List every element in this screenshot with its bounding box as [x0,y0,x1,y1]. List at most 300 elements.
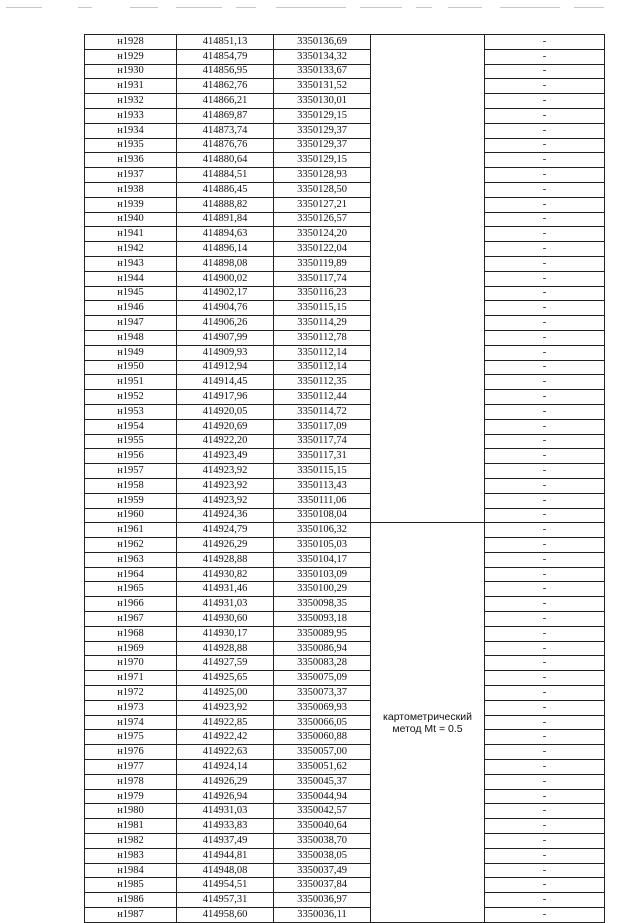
point-id-cell: н1980 [85,804,177,819]
y-coordinate-cell: 3350128,93 [274,168,371,183]
accuracy-cell: - [485,700,605,715]
table-row [85,834,605,849]
x-coordinate-cell: 414854,79 [177,49,274,64]
y-coordinate-cell: 3350040,64 [274,819,371,834]
y-coordinate-cell: 3350129,37 [274,123,371,138]
accuracy-cell: - [485,330,605,345]
x-coordinate-cell: 414876,76 [177,138,274,153]
x-coordinate-cell: 414926,94 [177,789,274,804]
table-row [85,449,605,464]
table-row [85,168,605,183]
x-coordinate-cell: 414930,17 [177,626,274,641]
y-coordinate-cell: 3350114,29 [274,316,371,331]
point-id-cell: н1954 [85,419,177,434]
y-coordinate-cell: 3350122,04 [274,242,371,257]
x-coordinate-cell: 414954,51 [177,878,274,893]
y-coordinate-cell: 3350117,74 [274,434,371,449]
x-coordinate-cell: 414948,08 [177,863,274,878]
accuracy-cell: - [485,256,605,271]
point-id-cell: н1971 [85,671,177,686]
table-row [85,419,605,434]
point-id-cell: н1940 [85,212,177,227]
x-coordinate-cell: 414928,88 [177,641,274,656]
point-id-cell: н1978 [85,774,177,789]
y-coordinate-cell: 3350045,37 [274,774,371,789]
table-row [85,35,605,50]
y-coordinate-cell: 3350044,94 [274,789,371,804]
y-coordinate-cell: 3350116,23 [274,286,371,301]
x-coordinate-cell: 414930,60 [177,612,274,627]
point-id-cell: н1959 [85,493,177,508]
point-id-cell: н1937 [85,168,177,183]
point-id-cell: н1958 [85,478,177,493]
y-coordinate-cell: 3350069,93 [274,700,371,715]
table-row [85,893,605,908]
accuracy-cell: - [485,493,605,508]
y-coordinate-cell: 3350124,20 [274,227,371,242]
table-row [85,345,605,360]
table-row [85,523,605,538]
point-id-cell: н1979 [85,789,177,804]
point-id-cell: н1987 [85,908,177,923]
point-id-cell: н1942 [85,242,177,257]
accuracy-cell: - [485,286,605,301]
accuracy-cell: - [485,182,605,197]
y-coordinate-cell: 3350036,97 [274,893,371,908]
accuracy-cell: - [485,49,605,64]
table-row [85,79,605,94]
x-coordinate-cell: 414917,96 [177,390,274,405]
y-coordinate-cell: 3350037,84 [274,878,371,893]
accuracy-cell: - [485,656,605,671]
accuracy-cell: - [485,212,605,227]
y-coordinate-cell: 3350128,50 [274,182,371,197]
y-coordinate-cell: 3350037,49 [274,863,371,878]
y-coordinate-cell: 3350131,52 [274,79,371,94]
accuracy-cell: - [485,271,605,286]
y-coordinate-cell: 3350136,69 [274,35,371,50]
x-coordinate-cell: 414896,14 [177,242,274,257]
x-coordinate-cell: 414891,84 [177,212,274,227]
x-coordinate-cell: 414923,92 [177,493,274,508]
x-coordinate-cell: 414933,83 [177,819,274,834]
point-id-cell: н1963 [85,552,177,567]
point-id-cell: н1968 [85,626,177,641]
method-label-line2: метод Mt = 0.5 [392,722,463,735]
point-id-cell: н1935 [85,138,177,153]
y-coordinate-cell: 3350112,44 [274,390,371,405]
table-row [85,478,605,493]
table-row [85,330,605,345]
y-coordinate-cell: 3350066,05 [274,715,371,730]
accuracy-cell: - [485,123,605,138]
table-row [85,301,605,316]
y-coordinate-cell: 3350112,14 [274,360,371,375]
y-coordinate-cell: 3350130,01 [274,94,371,109]
point-id-cell: н1946 [85,301,177,316]
point-id-cell: н1949 [85,345,177,360]
accuracy-cell: - [485,641,605,656]
table-row [85,123,605,138]
point-id-cell: н1960 [85,508,177,523]
accuracy-cell: - [485,301,605,316]
point-id-cell: н1967 [85,612,177,627]
y-coordinate-cell: 3350115,15 [274,301,371,316]
accuracy-cell: - [485,434,605,449]
x-coordinate-cell: 414927,59 [177,656,274,671]
table-row [85,404,605,419]
table-row [85,730,605,745]
y-coordinate-cell: 3350117,74 [274,271,371,286]
table-row [85,212,605,227]
accuracy-cell: - [485,538,605,553]
accuracy-cell: - [485,582,605,597]
x-coordinate-cell: 414926,29 [177,538,274,553]
table-row [85,686,605,701]
x-coordinate-cell: 414884,51 [177,168,274,183]
y-coordinate-cell: 3350075,09 [274,671,371,686]
y-coordinate-cell: 3350114,72 [274,404,371,419]
y-coordinate-cell: 3350098,35 [274,597,371,612]
x-coordinate-cell: 414900,02 [177,271,274,286]
point-id-cell: н1953 [85,404,177,419]
point-id-cell: н1983 [85,848,177,863]
table-row [85,715,605,730]
y-coordinate-cell: 3350129,15 [274,153,371,168]
accuracy-cell: - [485,64,605,79]
accuracy-cell: - [485,404,605,419]
y-coordinate-cell: 3350038,05 [274,848,371,863]
accuracy-cell: - [485,478,605,493]
accuracy-cell: - [485,863,605,878]
point-id-cell: н1938 [85,182,177,197]
accuracy-cell: - [485,686,605,701]
table-row [85,612,605,627]
point-id-cell: н1928 [85,35,177,50]
x-coordinate-cell: 414922,85 [177,715,274,730]
point-id-cell: н1951 [85,375,177,390]
accuracy-cell: - [485,612,605,627]
table-row [85,64,605,79]
accuracy-cell: - [485,35,605,50]
table-row [85,567,605,582]
y-coordinate-cell: 3350051,62 [274,760,371,775]
x-coordinate-cell: 414907,99 [177,330,274,345]
accuracy-cell: - [485,449,605,464]
table-row [85,700,605,715]
x-coordinate-cell: 414920,05 [177,404,274,419]
y-coordinate-cell: 3350106,32 [274,523,371,538]
accuracy-cell: - [485,508,605,523]
y-coordinate-cell: 3350060,88 [274,730,371,745]
table-row [85,774,605,789]
y-coordinate-cell: 3350042,57 [274,804,371,819]
y-coordinate-cell: 3350133,67 [274,64,371,79]
x-coordinate-cell: 414922,63 [177,745,274,760]
accuracy-cell: - [485,138,605,153]
point-id-cell: н1947 [85,316,177,331]
table-row [85,597,605,612]
x-coordinate-cell: 414914,45 [177,375,274,390]
point-id-cell: н1981 [85,819,177,834]
table-row [85,508,605,523]
x-coordinate-cell: 414925,65 [177,671,274,686]
x-coordinate-cell: 414924,79 [177,523,274,538]
point-id-cell: н1936 [85,153,177,168]
accuracy-cell: - [485,79,605,94]
accuracy-cell: - [485,316,605,331]
x-coordinate-cell: 414920,69 [177,419,274,434]
table-row [85,745,605,760]
y-coordinate-cell: 3350038,70 [274,834,371,849]
point-id-cell: н1973 [85,700,177,715]
y-coordinate-cell: 3350129,15 [274,108,371,123]
point-id-cell: н1962 [85,538,177,553]
x-coordinate-cell: 414925,00 [177,686,274,701]
x-coordinate-cell: 414894,63 [177,227,274,242]
method-cell-empty [371,35,485,523]
y-coordinate-cell: 3350112,14 [274,345,371,360]
x-coordinate-cell: 414923,92 [177,700,274,715]
accuracy-cell: - [485,227,605,242]
accuracy-cell: - [485,819,605,834]
x-coordinate-cell: 414944,81 [177,848,274,863]
x-coordinate-cell: 414880,64 [177,153,274,168]
x-coordinate-cell: 414866,21 [177,94,274,109]
point-id-cell: н1945 [85,286,177,301]
y-coordinate-cell: 3350105,03 [274,538,371,553]
accuracy-cell: - [485,597,605,612]
x-coordinate-cell: 414931,46 [177,582,274,597]
accuracy-cell: - [485,878,605,893]
table-row [85,641,605,656]
x-coordinate-cell: 414851,13 [177,35,274,50]
scan-artifact-line [0,4,640,12]
accuracy-cell: - [485,789,605,804]
y-coordinate-cell: 3350117,31 [274,449,371,464]
table-row [85,182,605,197]
point-id-cell: н1974 [85,715,177,730]
y-coordinate-cell: 3350036,11 [274,908,371,923]
x-coordinate-cell: 414922,42 [177,730,274,745]
point-id-cell: н1982 [85,834,177,849]
accuracy-cell: - [485,715,605,730]
table-row [85,552,605,567]
accuracy-cell: - [485,804,605,819]
table-row [85,138,605,153]
accuracy-cell: - [485,760,605,775]
point-id-cell: н1948 [85,330,177,345]
x-coordinate-cell: 414937,49 [177,834,274,849]
accuracy-cell: - [485,375,605,390]
point-id-cell: н1950 [85,360,177,375]
table-row [85,227,605,242]
accuracy-cell: - [485,908,605,923]
point-id-cell: н1977 [85,760,177,775]
accuracy-cell: - [485,893,605,908]
accuracy-cell: - [485,774,605,789]
y-coordinate-cell: 3350126,57 [274,212,371,227]
y-coordinate-cell: 3350104,17 [274,552,371,567]
coordinates-table-body [85,35,605,923]
accuracy-cell: - [485,108,605,123]
table-row [85,789,605,804]
x-coordinate-cell: 414898,08 [177,256,274,271]
table-row [85,242,605,257]
y-coordinate-cell: 3350112,78 [274,330,371,345]
y-coordinate-cell: 3350073,37 [274,686,371,701]
table-row [85,804,605,819]
accuracy-cell: - [485,567,605,582]
y-coordinate-cell: 3350103,09 [274,567,371,582]
x-coordinate-cell: 414912,94 [177,360,274,375]
x-coordinate-cell: 414906,26 [177,316,274,331]
table-row [85,863,605,878]
table-row [85,626,605,641]
x-coordinate-cell: 414862,76 [177,79,274,94]
table-row [85,848,605,863]
x-coordinate-cell: 414923,92 [177,464,274,479]
table-row [85,197,605,212]
point-id-cell: н1975 [85,730,177,745]
point-id-cell: н1955 [85,434,177,449]
y-coordinate-cell: 3350111,06 [274,493,371,508]
accuracy-cell: - [485,834,605,849]
x-coordinate-cell: 414924,14 [177,760,274,775]
point-id-cell: н1964 [85,567,177,582]
accuracy-cell: - [485,626,605,641]
accuracy-cell: - [485,242,605,257]
table-row [85,316,605,331]
x-coordinate-cell: 414926,29 [177,774,274,789]
accuracy-cell: - [485,153,605,168]
accuracy-cell: - [485,419,605,434]
method-label-line1: картометрический [383,710,472,723]
x-coordinate-cell: 414904,76 [177,301,274,316]
x-coordinate-cell: 414928,88 [177,552,274,567]
table-row [85,908,605,923]
x-coordinate-cell: 414856,95 [177,64,274,79]
y-coordinate-cell: 3350117,09 [274,419,371,434]
y-coordinate-cell: 3350119,89 [274,256,371,271]
y-coordinate-cell: 3350134,32 [274,49,371,64]
table-row [85,493,605,508]
table-row [85,390,605,405]
y-coordinate-cell: 3350108,04 [274,508,371,523]
coordinates-table [84,34,605,923]
y-coordinate-cell: 3350115,15 [274,464,371,479]
y-coordinate-cell: 3350127,21 [274,197,371,212]
point-id-cell: н1969 [85,641,177,656]
accuracy-cell: - [485,94,605,109]
y-coordinate-cell: 3350113,43 [274,478,371,493]
x-coordinate-cell: 414923,92 [177,478,274,493]
point-id-cell: н1966 [85,597,177,612]
x-coordinate-cell: 414869,87 [177,108,274,123]
accuracy-cell: - [485,360,605,375]
accuracy-cell: - [485,552,605,567]
x-coordinate-cell: 414902,17 [177,286,274,301]
accuracy-cell: - [485,848,605,863]
x-coordinate-cell: 414930,82 [177,567,274,582]
x-coordinate-cell: 414923,49 [177,449,274,464]
point-id-cell: н1941 [85,227,177,242]
point-id-cell: н1929 [85,49,177,64]
point-id-cell: н1961 [85,523,177,538]
point-id-cell: н1944 [85,271,177,286]
x-coordinate-cell: 414888,82 [177,197,274,212]
point-id-cell: н1984 [85,863,177,878]
table-row [85,360,605,375]
table-row [85,671,605,686]
accuracy-cell: - [485,464,605,479]
table-row [85,108,605,123]
accuracy-cell: - [485,671,605,686]
point-id-cell: н1986 [85,893,177,908]
y-coordinate-cell: 3350129,37 [274,138,371,153]
x-coordinate-cell: 414909,93 [177,345,274,360]
accuracy-cell: - [485,390,605,405]
table-row [85,286,605,301]
point-id-cell: н1939 [85,197,177,212]
y-coordinate-cell: 3350089,95 [274,626,371,641]
point-id-cell: н1970 [85,656,177,671]
table-row [85,153,605,168]
table-row [85,878,605,893]
table-row [85,271,605,286]
table-row [85,538,605,553]
accuracy-cell: - [485,730,605,745]
point-id-cell: н1930 [85,64,177,79]
point-id-cell: н1985 [85,878,177,893]
y-coordinate-cell: 3350100,29 [274,582,371,597]
point-id-cell: н1956 [85,449,177,464]
accuracy-cell: - [485,197,605,212]
accuracy-cell: - [485,745,605,760]
accuracy-cell: - [485,523,605,538]
method-cell [371,523,485,923]
point-id-cell: н1976 [85,745,177,760]
table-row [85,760,605,775]
table-row [85,49,605,64]
y-coordinate-cell: 3350112,35 [274,375,371,390]
table-row [85,94,605,109]
x-coordinate-cell: 414922,20 [177,434,274,449]
point-id-cell: н1932 [85,94,177,109]
y-coordinate-cell: 3350083,28 [274,656,371,671]
y-coordinate-cell: 3350057,00 [274,745,371,760]
x-coordinate-cell: 414886,45 [177,182,274,197]
table-row [85,434,605,449]
table-row [85,375,605,390]
accuracy-cell: - [485,345,605,360]
x-coordinate-cell: 414924,36 [177,508,274,523]
x-coordinate-cell: 414931,03 [177,804,274,819]
x-coordinate-cell: 414958,60 [177,908,274,923]
table-row [85,256,605,271]
point-id-cell: н1943 [85,256,177,271]
point-id-cell: н1934 [85,123,177,138]
y-coordinate-cell: 3350093,18 [274,612,371,627]
point-id-cell: н1952 [85,390,177,405]
accuracy-cell: - [485,168,605,183]
x-coordinate-cell: 414873,74 [177,123,274,138]
table-row [85,582,605,597]
table-row [85,464,605,479]
point-id-cell: н1965 [85,582,177,597]
x-coordinate-cell: 414957,31 [177,893,274,908]
y-coordinate-cell: 3350086,94 [274,641,371,656]
